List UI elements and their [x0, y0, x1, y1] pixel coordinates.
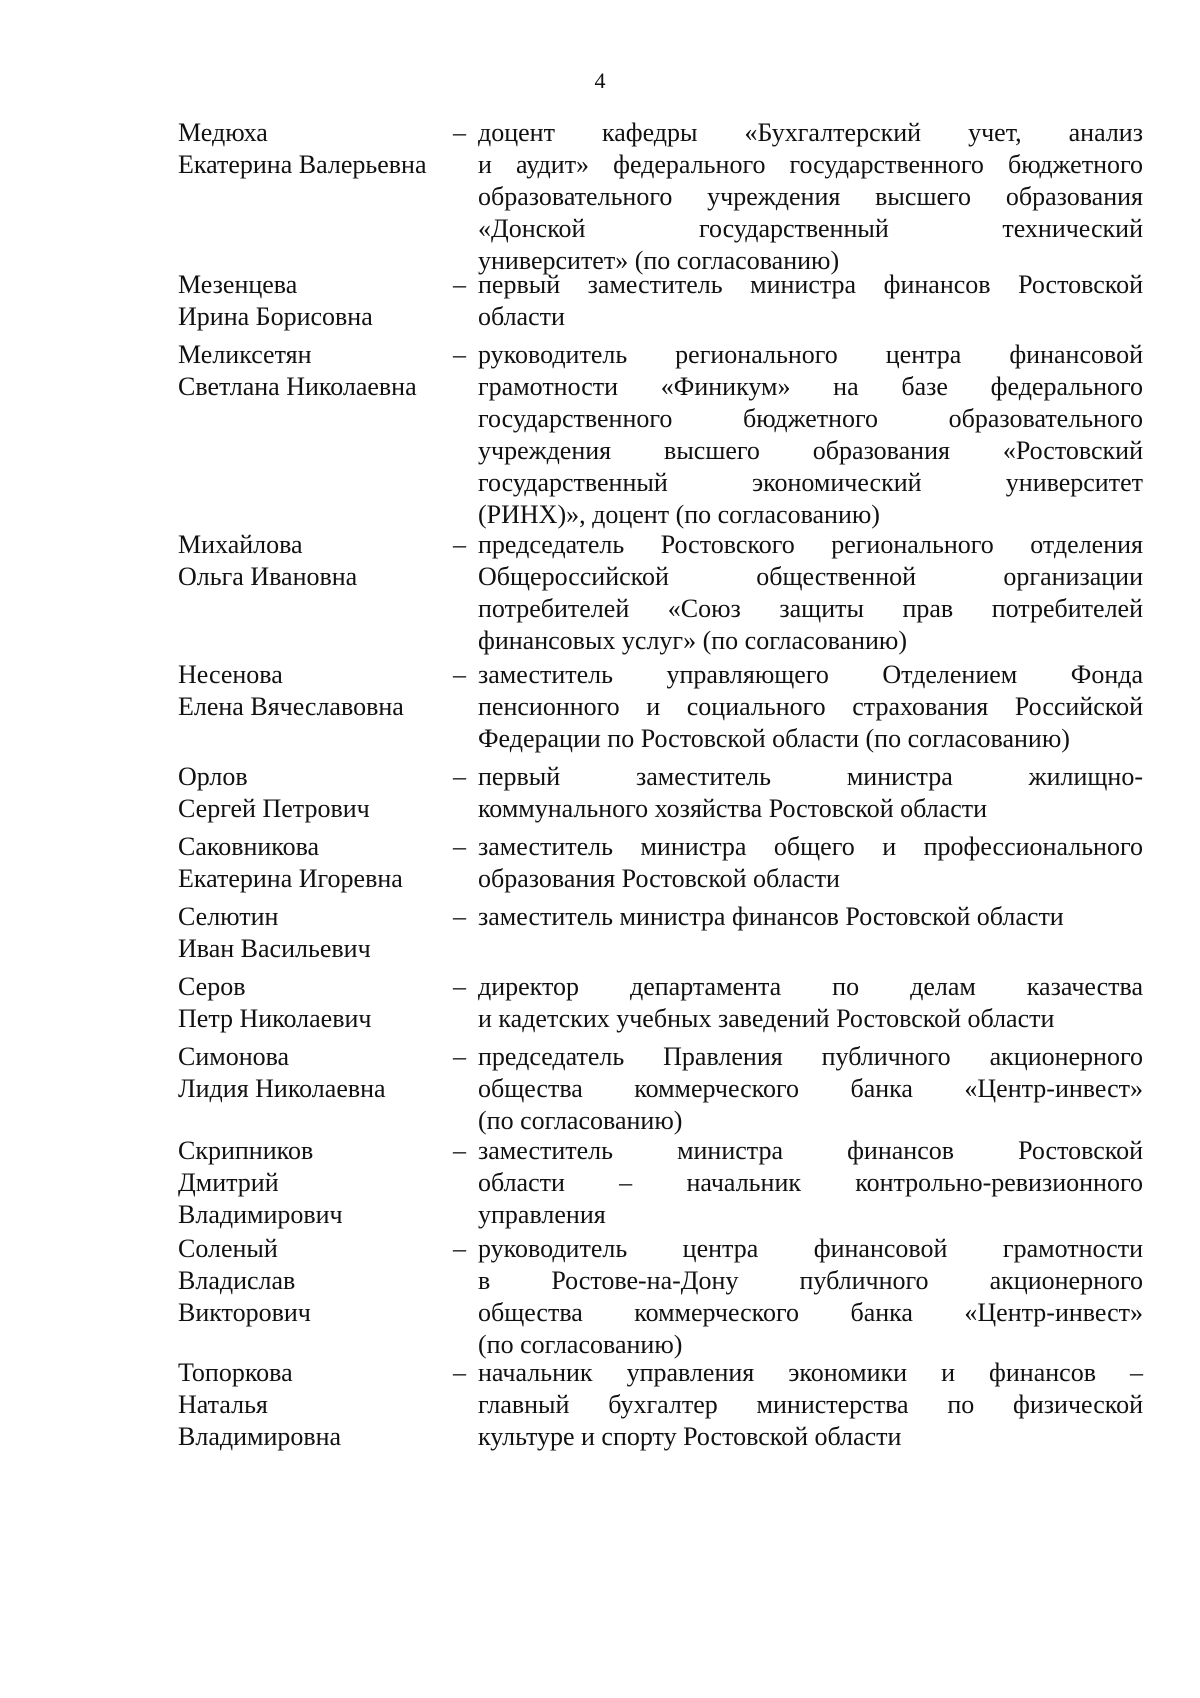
page-number: 4	[594, 68, 606, 93]
member-name	[178, 831, 453, 895]
member-dash: –	[453, 902, 466, 931]
member-name-line: Владислав	[178, 1266, 296, 1295]
member-position-line: заместитель министра общего и профессионального	[478, 832, 1143, 861]
member-name-line: Ирина Борисовна	[178, 302, 373, 331]
member-position-line: области	[478, 302, 565, 331]
member-position-line: заместитель управляющего Отделением Фонда	[478, 660, 1143, 689]
member-name-line: Иван Васильевич	[178, 934, 371, 963]
member-position-line: пенсионного и социального страхования Российской	[478, 692, 1143, 721]
member-name-line: Симонова	[178, 1042, 290, 1071]
member-position-line: руководитель регионального центра финансовой	[478, 340, 1143, 369]
member-position	[478, 117, 1143, 277]
member-position-line: государственный экономический университет	[478, 468, 1143, 497]
member-position-line: управления	[478, 1200, 606, 1229]
member-entry	[178, 269, 1143, 333]
member-position-line: и кадетских учебных заведений Ростовской области	[478, 1004, 1055, 1033]
member-entry	[178, 971, 1143, 1035]
member-position-line: директор департамента по делам казачества	[478, 972, 1143, 1001]
member-name-line: Саковникова	[178, 832, 320, 861]
member-position	[478, 1233, 1143, 1361]
member-name-line: Лидия Николаевна	[178, 1074, 386, 1103]
member-position-line: доцент кафедры «Бухгалтерский учет, анализ	[478, 118, 1143, 147]
member-name-line: Викторович	[178, 1298, 311, 1327]
member-position-line: первый заместитель министра финансов Ростовской	[478, 270, 1143, 299]
member-name-line: Соленый	[178, 1234, 278, 1263]
member-name-line: Селютин	[178, 902, 279, 931]
member-position-line: коммунального хозяйства Ростовской области	[478, 794, 988, 823]
member-name	[178, 971, 453, 1035]
member-name-line: Дмитрий	[178, 1168, 279, 1197]
member-entry	[178, 831, 1143, 895]
member-entry	[178, 659, 1143, 755]
member-position-line: в Ростове-на-Дону публичного акционерного	[478, 1266, 1143, 1295]
member-dash: –	[453, 832, 466, 861]
member-position-line: (по согласованию)	[478, 1330, 683, 1359]
member-position-line: заместитель министра финансов Ростовской	[478, 1136, 1143, 1165]
member-position	[478, 901, 1143, 933]
member-position-line: области – начальник контрольно-ревизионного	[478, 1168, 1143, 1197]
member-name-line: Светлана Николаевна	[178, 372, 417, 401]
member-name	[178, 1233, 453, 1329]
member-entry	[178, 1041, 1143, 1137]
member-entry	[178, 529, 1143, 657]
member-position	[478, 971, 1143, 1035]
member-position	[478, 1357, 1143, 1453]
member-position-line: культуре и спорту Ростовской области	[478, 1422, 902, 1451]
member-position-line: финансовых услуг» (по согласованию)	[478, 626, 907, 655]
member-name-line: Топоркова	[178, 1358, 293, 1387]
member-name	[178, 761, 453, 825]
member-name-line: Екатерина Валерьевна	[178, 150, 427, 179]
member-entry	[178, 1357, 1143, 1453]
member-position-line: общества коммерческого банка «Центр-инвест»	[478, 1298, 1143, 1327]
member-dash: –	[453, 1042, 466, 1071]
member-position	[478, 1041, 1143, 1137]
member-dash: –	[453, 972, 466, 1001]
member-position	[478, 659, 1143, 755]
member-name	[178, 659, 453, 723]
member-name-line: Петр Николаевич	[178, 1004, 372, 1033]
member-dash: –	[453, 1358, 466, 1387]
member-position-line: председатель Правления публичного акционерного	[478, 1042, 1143, 1071]
member-position	[478, 761, 1143, 825]
member-name-line: Сергей Петрович	[178, 794, 370, 823]
member-position	[478, 339, 1143, 531]
member-name-line: Михайлова	[178, 530, 303, 559]
member-position-line: университет» (по согласованию)	[478, 246, 840, 275]
member-dash: –	[453, 1136, 466, 1165]
member-position-line: (РИНХ)», доцент (по согласованию)	[478, 500, 880, 529]
member-position-line: первый заместитель министра жилищно-	[478, 762, 1143, 791]
member-position-line: Федерации по Ростовской области (по согласованию)	[478, 724, 1070, 753]
member-name-line: Скрипников	[178, 1136, 314, 1165]
member-name-line: Владимировна	[178, 1422, 342, 1451]
member-position-line: учреждения высшего образования «Ростовский	[478, 436, 1143, 465]
member-name	[178, 901, 453, 965]
member-position-line: «Донской государственный технический	[478, 214, 1143, 243]
member-position	[478, 1135, 1143, 1231]
member-name-line: Елена Вячеславовна	[178, 692, 404, 721]
member-position-line: (по согласованию)	[478, 1106, 683, 1135]
member-entry	[178, 1233, 1143, 1361]
member-entry	[178, 117, 1143, 277]
member-position-line: грамотности «Финикум» на базе федерального	[478, 372, 1143, 401]
member-dash: –	[453, 660, 466, 689]
member-position-line: потребителей «Союз защиты прав потребителей	[478, 594, 1143, 623]
member-entry	[178, 339, 1143, 531]
member-entry	[178, 761, 1143, 825]
member-position-line: образования Ростовской области	[478, 864, 840, 893]
member-position-line: заместитель министра финансов Ростовской области	[478, 902, 1064, 931]
member-dash: –	[453, 1234, 466, 1263]
member-name	[178, 529, 453, 593]
member-dash: –	[453, 530, 466, 559]
member-name-line: Несенова	[178, 660, 283, 689]
member-name	[178, 1357, 453, 1453]
member-name	[178, 1135, 453, 1231]
member-position	[478, 269, 1143, 333]
member-position-line: образовательного учреждения высшего образования	[478, 182, 1143, 211]
member-name-line: Серов	[178, 972, 246, 1001]
member-position-line: общества коммерческого банка «Центр-инвест»	[478, 1074, 1143, 1103]
member-entry	[178, 1135, 1143, 1231]
member-name-line: Орлов	[178, 762, 248, 791]
member-dash: –	[453, 340, 466, 369]
member-position-line: главный бухгалтер министерства по физической	[478, 1390, 1143, 1419]
member-name-line: Мезенцева	[178, 270, 298, 299]
member-name-line: Ольга Ивановна	[178, 562, 358, 591]
member-dash: –	[453, 118, 466, 147]
member-name-line: Меликсетян	[178, 340, 312, 369]
member-dash: –	[453, 762, 466, 791]
member-name-line: Владимирович	[178, 1200, 343, 1229]
member-dash: –	[453, 270, 466, 299]
member-name	[178, 339, 453, 403]
member-position	[478, 529, 1143, 657]
member-name	[178, 1041, 453, 1105]
member-name-line: Медюха	[178, 118, 268, 147]
member-position	[478, 831, 1143, 895]
member-position-line: руководитель центра финансовой грамотности	[478, 1234, 1143, 1263]
member-position-line: Общероссийской общественной организации	[478, 562, 1143, 591]
member-position-line: и аудит» федерального государственного бюджетного	[478, 150, 1143, 179]
member-position-line: председатель Ростовского регионального отделения	[478, 530, 1143, 559]
member-position-line: начальник управления экономики и финансов –	[478, 1358, 1143, 1387]
member-position-line: государственного бюджетного образовательного	[478, 404, 1143, 433]
member-name	[178, 117, 453, 181]
member-name-line: Екатерина Игоревна	[178, 864, 403, 893]
member-name-line: Наталья	[178, 1390, 268, 1419]
member-name	[178, 269, 453, 333]
member-entry	[178, 901, 1143, 965]
